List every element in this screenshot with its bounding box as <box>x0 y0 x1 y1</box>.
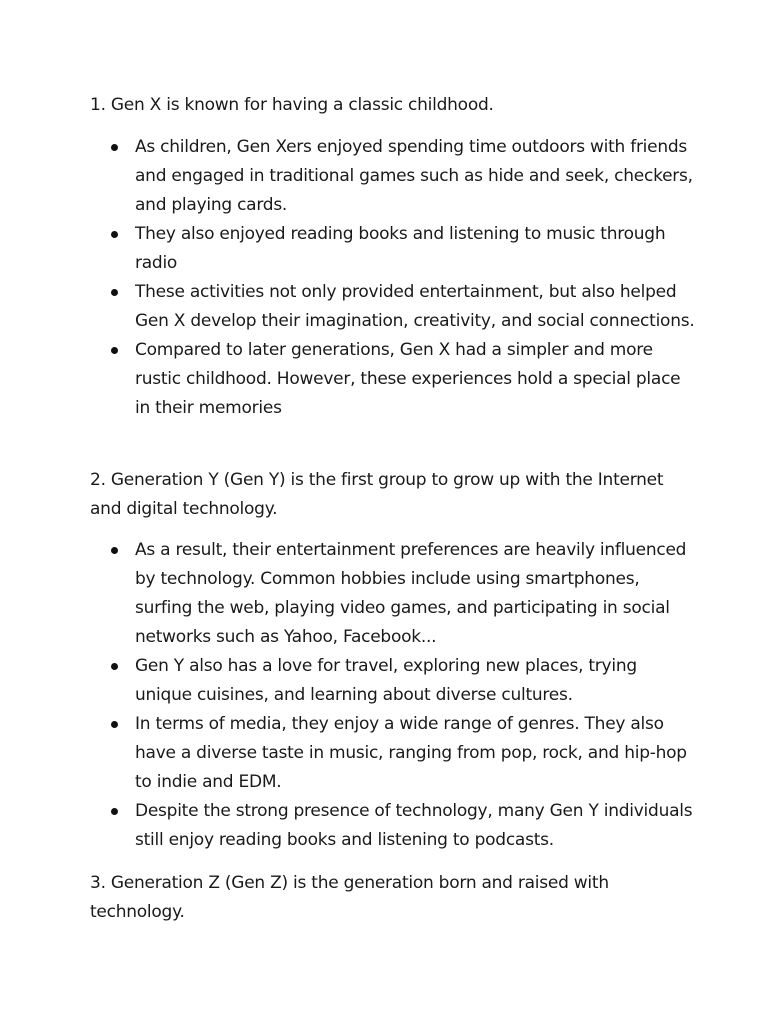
section-gen-x <box>90 91 695 423</box>
list-item <box>90 797 695 855</box>
list-item <box>90 652 695 710</box>
list-item <box>90 220 695 278</box>
bullet-icon <box>111 289 118 296</box>
section-gen-z <box>90 869 690 927</box>
bullet-icon <box>111 347 118 354</box>
list-item-text: Gen Y also has a love for travel, exploring new places, trying unique cuisines, and learning about diverse cultures. <box>135 656 637 705</box>
section-heading: 1. Gen X is known for having a classic childhood. <box>90 95 494 115</box>
list-item-text: As children, Gen Xers enjoyed spending time outdoors with friends and engaged in traditional games such as hide and seek, checkers, and playing cards. <box>135 137 693 215</box>
bullet-icon <box>111 144 118 151</box>
list-item-text: Compared to later generations, Gen X had a simpler and more rustic childhood. However, these experiences hold a special place in their memories <box>135 340 681 418</box>
bullet-icon <box>111 231 118 238</box>
section-gen-y <box>90 466 693 855</box>
section-heading: 3. Generation Z (Gen Z) is the generation born and raised with technology. <box>90 873 609 922</box>
bullet-icon <box>111 808 118 815</box>
list-item <box>90 278 695 336</box>
bullet-list <box>90 536 693 855</box>
bullet-list <box>90 133 695 423</box>
list-item-text: As a result, their entertainment preferences are heavily influenced by technology. Common hobbies include using smartphones, surfing the web, playing video games, and participating in social networks such as Yahoo, Facebook... <box>135 540 687 647</box>
list-item-text: These activities not only provided entertainment, but also helped Gen X develop their imagination, creativity, and social connections. <box>135 282 695 331</box>
list-item <box>90 133 695 220</box>
list-item <box>90 710 695 797</box>
list-item <box>90 336 695 423</box>
section-heading: 2. Generation Y (Gen Y) is the first group to grow up with the Internet and digital technology. <box>90 470 664 519</box>
bullet-icon <box>111 663 118 670</box>
list-item-text: In terms of media, they enjoy a wide range of genres. They also have a diverse taste in music, ranging from pop, rock, and hip-hop to indie and EDM. <box>135 714 687 792</box>
list-item-text: Despite the strong presence of technology, many Gen Y individuals still enjoy reading books and listening to podcasts. <box>135 801 693 850</box>
bullet-icon <box>111 547 118 554</box>
list-item-text: They also enjoyed reading books and listening to music through radio <box>135 224 666 273</box>
bullet-icon <box>111 721 118 728</box>
list-item <box>90 536 695 652</box>
